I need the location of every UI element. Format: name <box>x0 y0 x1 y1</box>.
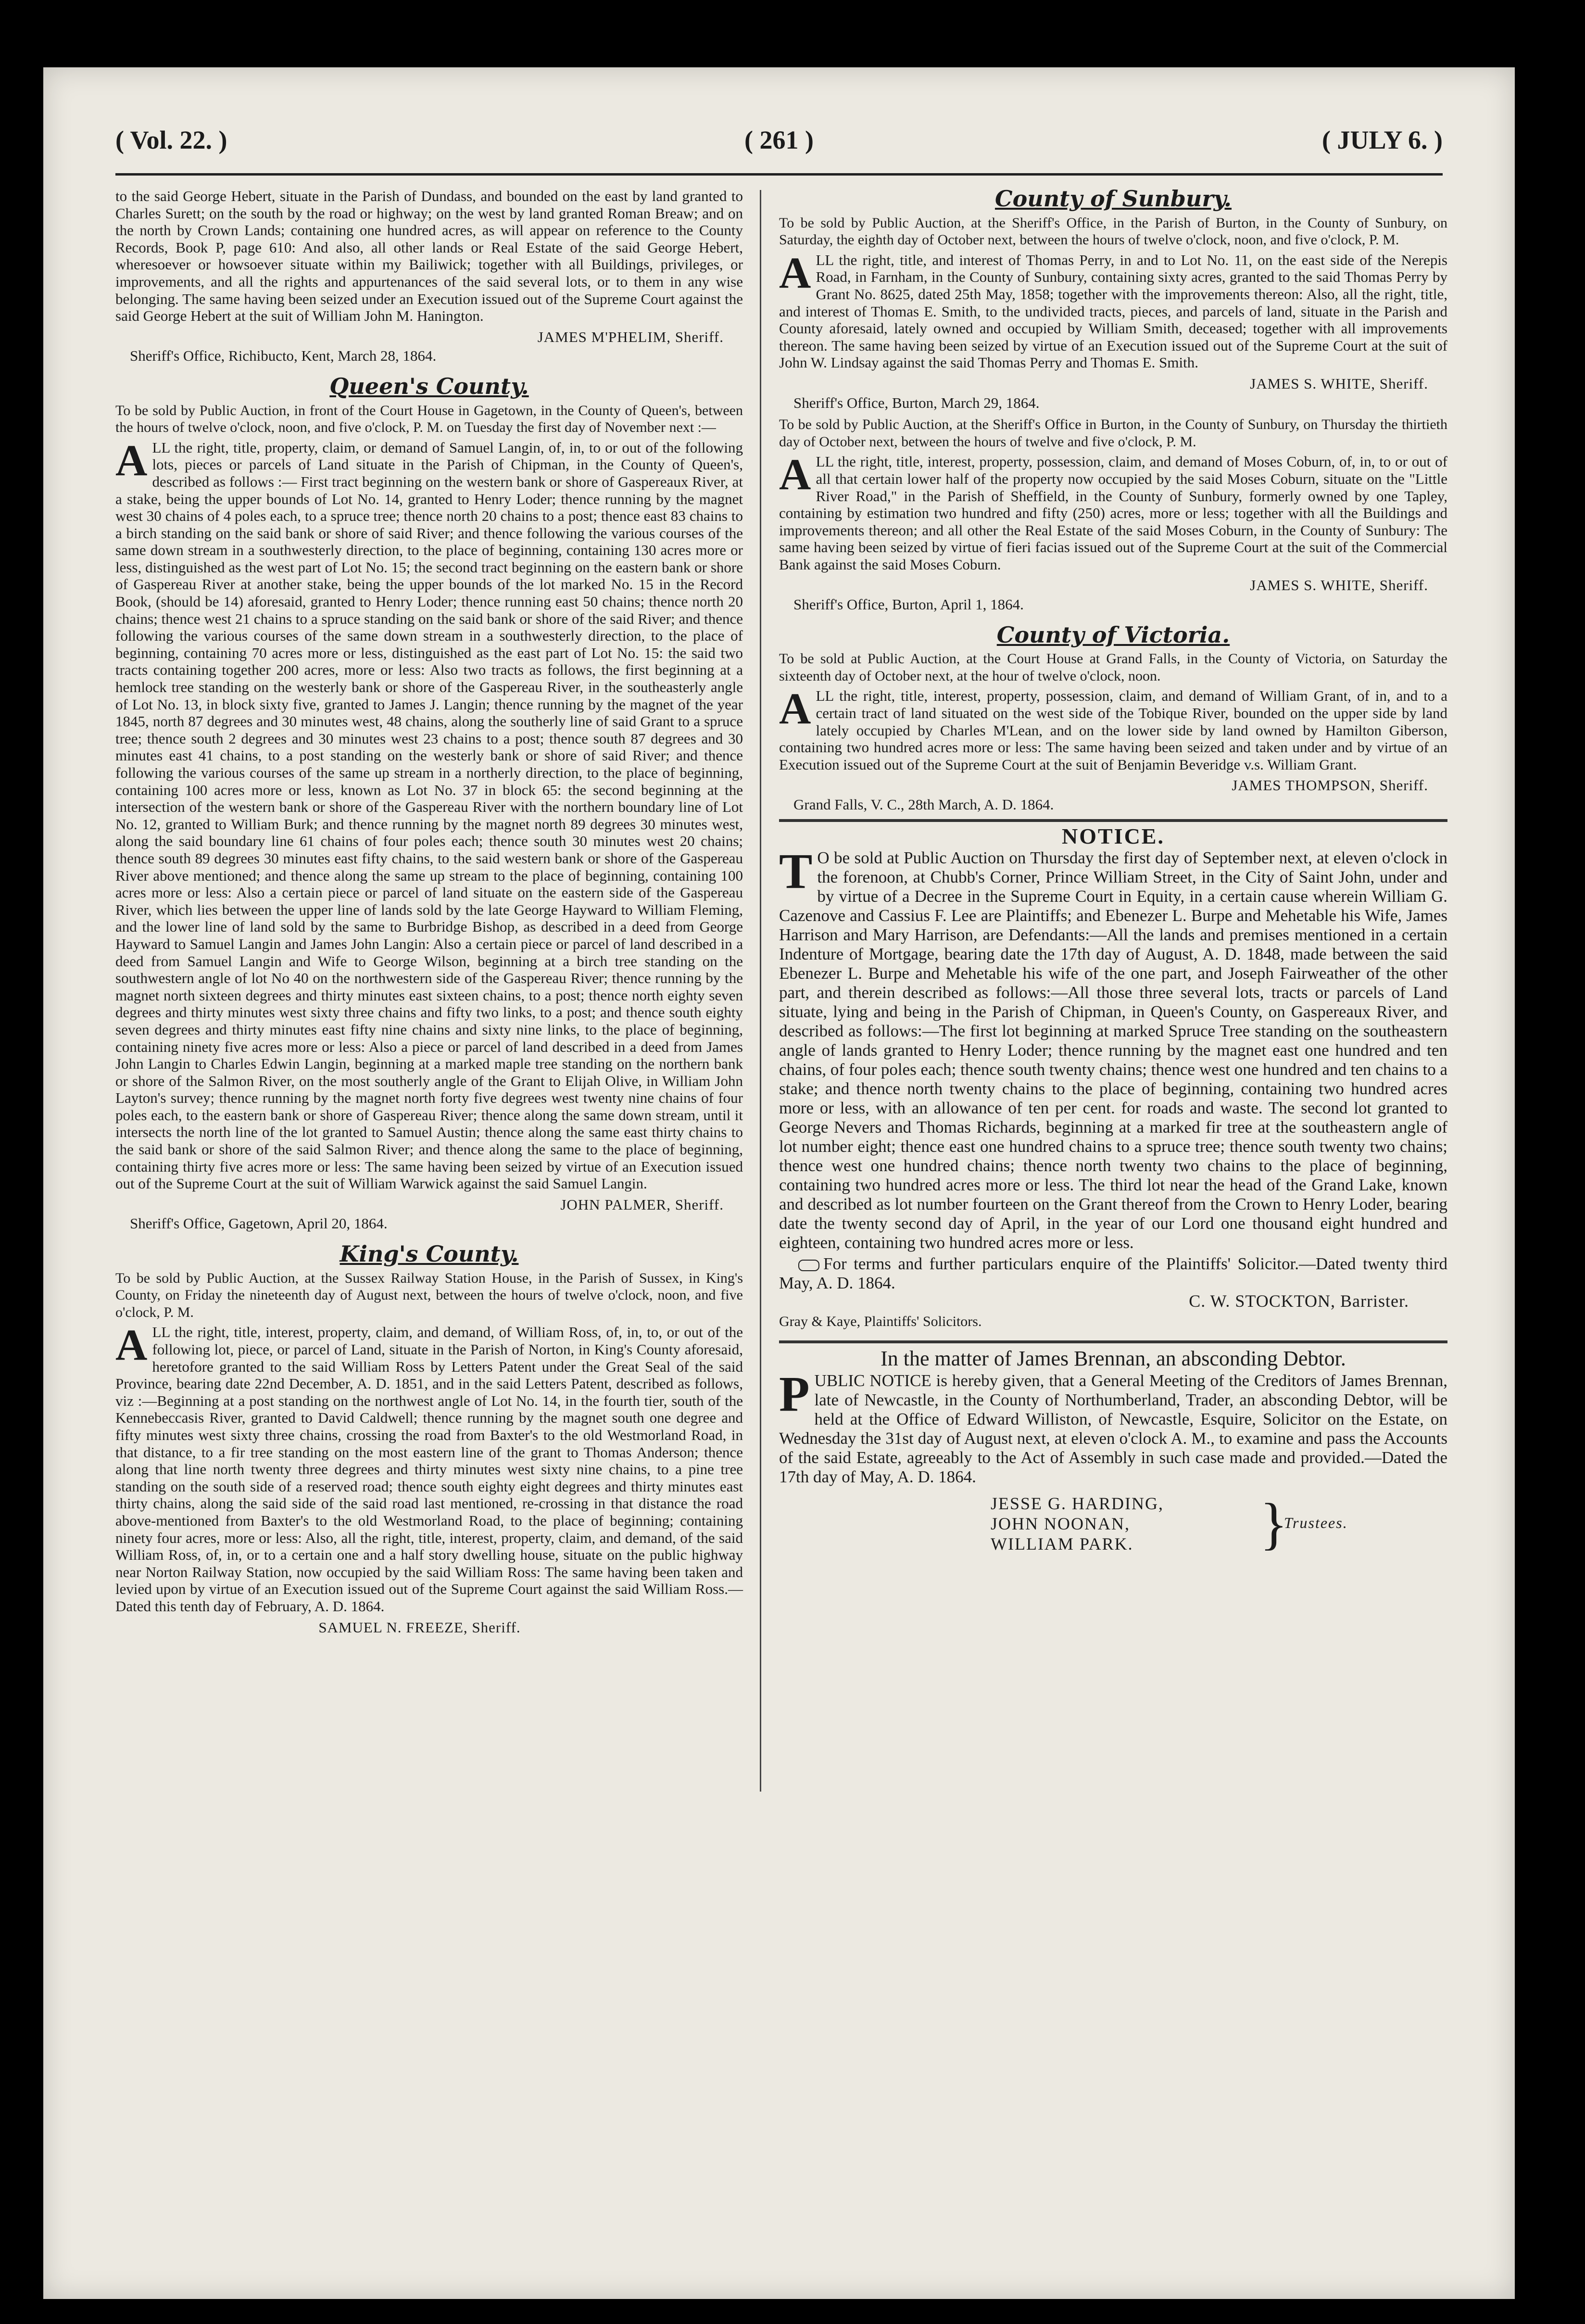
header-rule <box>115 173 1443 176</box>
page-header <box>115 125 1443 164</box>
queens-intro: To be sold by Public Auction, in front of the Court House in Gagetown, in the County of Queen's, between the hours of twelve o'clock, noon, and five o'clock, P. M. on Tuesday the first day of November next :— <box>115 402 743 436</box>
sunbury-county-heading: County of Sunbury. <box>994 186 1232 212</box>
right-column <box>779 188 1447 1554</box>
trustee-name: WILLIAM PARK. <box>991 1534 1133 1554</box>
notice-body <box>779 844 1447 1252</box>
matter-top-rule <box>779 1340 1447 1343</box>
notice-terms <box>779 1254 1447 1293</box>
continued-dateline: Sheriff's Office, Richibucto, Kent, March 28, 1864. <box>130 347 437 365</box>
victoria-county-heading: County of Victoria. <box>996 621 1230 648</box>
trustee-name: JOHN NOONAN, <box>991 1514 1130 1533</box>
newspaper-page <box>43 67 1515 2299</box>
queens-county-heading: Queen's County. <box>329 373 529 399</box>
notice-solicitors: Gray & Kaye, Plaintiffs' Solicitors. <box>779 1313 982 1329</box>
kings-sheriff: SAMUEL N. FREEZE, Sheriff. <box>318 1618 521 1636</box>
pointing-hand-icon <box>798 1260 819 1271</box>
queens-sheriff: JOHN PALMER, Sheriff. <box>560 1196 724 1213</box>
sunbury-body-2-text: LL the right, title, interest, property, possession, claim, and demand of Moses Coburn, of, in, to or out of all that certain lower half of the property now occupied by the said Moses Coburn, situate on the "Little River Road," in the Parish of Sheffield, in the County of Sunbury, formerly owned by one Tapley, containing by estimation two hundred and fifty (250) acres, more or less; together with all the Buildings and improvements thereon; and all other the Real Estate of the said Moses Coburn, in the County of Sunbury: The same having been seized by virtue of fieri facias issued out of the Supreme Court at the suit of the Commercial Bank against the said Moses Coburn. <box>779 453 1447 573</box>
victoria-dropcap: A <box>779 684 811 733</box>
matter-dropcap: P <box>779 1366 810 1422</box>
kings-body <box>115 1320 743 1615</box>
brace-glyph: } <box>1260 1491 1289 1555</box>
sunbury-intro-2: To be sold by Public Auction, at the Sheriff's Office in Burton, in the County of Sunbury, on Thursday the thirtieth day of October next, between the hours of twelve and five o'clock, P. M. <box>779 417 1447 450</box>
kings-body-text: LL the right, title, interest, property, claim, and demand, of William Ross, of, in, to, or out of the following lot, piece, or parcel of Land, situate in the Parish of Norton, in King's County aforesaid, heretofore granted to the said William Ross by Letters Patent under the Great Seal of the said Province, bearing date 22nd December, A. D. 1851, and in the said Letters Patent, described as follows, viz :—Beginning at a post standing on the northwest angle of Lot No. 14, in the fourth tier, south of the Kennebeccasis River, granted to David Caldwell; thence running by the magnet south one degree and fifty minutes west sixty three chains, crossing the road from Baxter's to the old Westmorland Road, in that distance, to a fir tree standing on the most eastern line of the grant to Thomas Anderson; thence along that line north twenty three degrees and thirty minutes west sixty nine chains, to a pine tree standing on the south side of a reserved road; thence south eighty eight degrees and thirty minutes east thirty chains, along the said side of the said road last mentioned, re-crossing in that distance the road above-mentioned from Baxter's to the old Westmorland Road, to the place of beginning; containing ninety four acres, more or less: Also, all the right, title, interest, property, claim, and demand, of the said William Ross, of, in, or to a certain one and a half story dwelling house, situate on the public highway near Norton Railway Station, now occupied by the said William Ross: The same having been taken and levied upon by virtue of an Execution issued out of the Supreme Court against the said William Ross.—Dated this tenth day of February, A. D. 1864. <box>115 1324 743 1615</box>
sunbury-dateline-1: Sheriff's Office, Burton, March 29, 1864. <box>793 394 1040 411</box>
trustee-name: JESSE G. HARDING, <box>991 1493 1164 1513</box>
continued-sheriff: JAMES M'PHELIM, Sheriff. <box>537 328 724 345</box>
issue-date: ( JULY 6. ) <box>1321 126 1443 154</box>
notice-top-rule <box>779 819 1447 822</box>
kings-intro: To be sold by Public Auction, at the Sussex Railway Station House, in the Parish of Sussex, in King's County, on Friday the nineteenth day of August next, between the hours of twelve o'clock, noon, and five o'clock, P. M. <box>115 1270 743 1320</box>
matter-body <box>779 1366 1447 1487</box>
queens-dropcap: A <box>115 435 148 485</box>
matter-body-text: UBLIC NOTICE is hereby given, that a General Meeting of the Creditors of James Brennan, late of Newcastle, in the County of Northumberland, Trader, an absconding Debtor, will be held at the Office of Edward Williston, of Newcastle, Esquire, Solicitor on the Estate, on Wednesday the 31st day of August next, at eleven o'clock A. M., to examine and pass the Accounts of the said Estate, agreeably to the Act of Assembly in such case made and provided.—Dated the 17th day of May, A. D. 1864. <box>779 1371 1447 1486</box>
continued-notice-text: to the said George Hebert, situate in the Parish of Dundass, and bounded on the east by land granted to Charles Surett; on the south by the road or highway; on the west by land granted Roman Breaw; and on the north by Crown Lands; containing one hundred acres, as will appear on reference to the County Records, Book P, page 610: And also, all other lands or Real Estate of the said George Hebert, wheresoever or howsoever situate within my Bailiwick; together with all Buildings, privileges, or improvements, and all the rights and appurtenances of the said several lots, or to them in any wise belonging. The same having been seized under an Execution issued out of the Supreme Court against the said George Hebert at the suit of William John M. Hanington. <box>115 188 743 325</box>
trustees-label: Trustees. <box>1284 1514 1348 1531</box>
kings-dropcap: A <box>115 1320 148 1370</box>
queens-dateline: Sheriff's Office, Gagetown, April 20, 1864. <box>130 1215 388 1232</box>
sunbury-intro-1: To be sold by Public Auction, at the Sheriff's Office, in the Parish of Burton, in the County of Sunbury, on Saturday, the eighth day of October next, between the hours of twelve o'clock, noon, and five o'clock, P. M. <box>779 215 1447 248</box>
matter-heading: In the matter of James Brennan, an absconding Debtor. <box>881 1347 1346 1371</box>
column-divider <box>760 190 761 1792</box>
notice-dropcap: T <box>779 844 813 899</box>
victoria-body <box>779 684 1447 773</box>
notice-heading: NOTICE. <box>1062 823 1165 848</box>
sunbury-body-1 <box>779 248 1447 371</box>
queens-body <box>115 435 743 1192</box>
victoria-body-text: LL the right, title, interest, property, possession, claim, and demand of William Grant, of in, and to a certain tract of land situated on the west side of the Tobique River, bounded on the upper side by land lately occupied by Charles M'Lean, and on the lower side by land owned by Hamilton Giberson, containing two hundred acres more or less: The same having been seized and taken under and by virtue of an Execution issued out of the Supreme Court at the suit of Benjamin Beveridge v.s. William Grant. <box>779 687 1447 773</box>
page-number: ( 261 ) <box>744 126 814 154</box>
notice-terms-text: For terms and further particulars enquire of the Plaintiffs' Solicitor.—Dated twenty third May, A. D. 1864. <box>779 1254 1447 1293</box>
victoria-intro: To be sold at Public Auction, at the Court House at Grand Falls, in the County of Victoria, on Saturday the sixteenth day of October next, at the hour of twelve o'clock, noon. <box>779 651 1447 684</box>
volume-label: ( Vol. 22. ) <box>115 126 227 154</box>
sunbury-dropcap-2: A <box>779 450 811 499</box>
sunbury-sheriff-1: JAMES S. WHITE, Sheriff. <box>1250 375 1428 392</box>
trustees-block <box>991 1493 1447 1554</box>
queens-body-text: LL the right, title, property, claim, or demand of Samuel Langin, of, in, to or out of the following lots, pieces or parcels of Land situate in the Parish of Chipman, in the County of Queen's, described as follows :— First tract beginning on the western bank or shore of Gaspereaux River, at a stake, being the upper bounds of Lot No. 14, granted to Henry Loder; thence running by the magnet west 30 chains of 4 poles each, to a spruce tree; thence north 20 chains to a post; thence east 83 chains to a birch standing on the said bank or shore of said River; and thence following the various courses of the same down stream in a southwesterly direction, to the place of beginning, containing 130 acres more or less, distinguished as the west part of Lot No. 15; the second tract beginning on the eastern bank or shore of Gaspereau River at another stake, being the upper bounds of the lot marked No. 15 in the Record Book, (should be 14) aforesaid, granted to Henry Loder; thence running east 50 chains; thence north 20 chains; thence west 21 chains to a spruce standing on the said bank or shore of the said River; and thence following the various courses of the same down stream in a southwesterly direction, to the place of beginning, containing 70 acres more or less, distinguished as the east part of Lot No. 15: the said two tracts containing together 200 acres, more or less: Also two tracts as follows, the first beginning at a hemlock tree standing on the westerly bank or shore of the Gaspereau River, in the southeasterly angle of Lot No. 13, in block sixty five, granted to James J. Langin; thence running by the magnet of the year 1845, north 87 degrees and 30 minutes west, 48 chains, along the southerly line of said Grant to a spruce tree; thence south 2 degrees and 30 minutes west 23 chains to a post; thence south 87 degrees and 30 minutes east 41 chains, to a post standing on the westerly bank or shore of said River; and thence following the various courses of the same up stream in a northerly direction, to the place of beginning, containing 100 acres more or less, known as Lot No. 37 in block 65: the second beginning at the intersection of the western bank or shore of the Gaspereau River with the northern boundary line of Lot No. 12, granted to William Burk; and thence running by the magnet north 89 degrees 30 minutes west, along the said boundary line 61 chains of four poles each; thence south 30 minutes west 20 chains; thence south 89 degrees 30 minutes east fifty chains, to the said western bank or shore of the Gaspereau River above mentioned; and thence along the same up stream to the place of beginning, containing 100 acres more or less: Also a certain piece or parcel of land situate on the eastern side of the Gaspereau River, which lies between the upper line of lands sold by the late George Hayward to William Fleming, and the lower line of land sold by the same to Burbridge Bishop, as described in a deed from George Hayward to Samuel Langin and James John Langin: Also a certain piece or parcel of land described in a deed from Samuel Langin and Wife to George Wilson, beginning at a birch tree standing on the southwestern angle of lot No 40 on the northwestern side of the Gaspereau River; thence running by the magnet north sixteen degrees and thirty minutes east sixteen chains, to a post; thence north eighty seven degrees and thirty minutes west sixty three chains and fifty two links, to a post; and thence south eighty seven degrees and thirty minutes east fifty nine chains and sixty nine links, to the place of beginning, containing ninety five acres more or less: Also a piece or parcel of land described in a deed from James John Langin to Charles Edwin Langin, beginning at a marked maple tree standing on the northern bank or shore of the Salmon River, on the most southerly angle of the Grant to Elijah Olive, in William John Layton's survey; thence running by the magnet north forty five degrees west twenty nine chains of four poles each, to the eastern bank or shore of Gaspereau River; thence along the same down stream, until it intersects the north line of the lot granted to Samuel Austin; thence along the same east thirty chains to the said bank or shore of the said Salmon River; and thence along the same to the place of beginning, containing thirty five acres more or less: The same having been seized by virtue of an Execution issued out of the Supreme Court at the suit of William Warwick against the said Samuel Langin. <box>115 439 743 1192</box>
victoria-sheriff: JAMES THOMPSON, Sheriff. <box>1232 777 1428 794</box>
sunbury-body-2 <box>779 450 1447 573</box>
notice-barrister: C. W. STOCKTON, Barrister. <box>1189 1291 1409 1311</box>
sunbury-dateline-2: Sheriff's Office, Burton, April 1, 1864. <box>793 596 1024 613</box>
victoria-dateline: Grand Falls, V. C., 28th March, A. D. 1864. <box>793 796 1054 813</box>
left-column <box>115 188 743 1638</box>
sunbury-body-1-text: LL the right, title, and interest of Thomas Perry, in and to Lot No. 11, on the east side of the Nerepis Road, in Farnham, in the County of Sunbury, containing sixty acres, granted to the said Thomas Perry by Grant No. 8625, dated 25th May, 1858; together with the improvements thereon: Also, all the right, title, and interest of Thomas E. Smith, to the undivided tracts, pieces, and parcels of land, situate in the Parish and County aforesaid, lately owned and occupied by William Smith, deceased; together with all improvements thereon. The same having been seized by virtue of an Execution issued out of the Supreme Court at the suit of John W. Lindsay against the said Thomas Perry and Thomas E. Smith. <box>779 251 1447 371</box>
sunbury-dropcap-1: A <box>779 248 811 297</box>
kings-county-heading: King's County. <box>340 1241 519 1267</box>
notice-body-text: O be sold at Public Auction on Thursday the first day of September next, at eleven o'clock in the forenoon, at Chubb's Corner, Prince William Street, in the City of Saint John, under and by virtue of a Decree in the Supreme Court in Equity, in a certain cause wherein William G. Cazenove and Cassius F. Lee are Plaintiffs; and Ebenezer L. Burpe and Mehetable his Wife, James Harrison and Mary Harrison, are Defendants:—All the lands and premises mentioned in a certain Indenture of Mortgage, bearing date the 17th day of August, A. D. 1848, made between the said Ebenezer L. Burpe and Mehetable his wife of the one part, and Joseph Fairweather of the other part, and therein described as follows:—All those three several lots, tracts or parcels of Land situate, lying and being in the Parish of Chipman, in Queen's County, on Gaspereaux River, and described as follows:—The first lot beginning at marked Spruce Tree standing on the southeastern angle of lands granted to Henry Loder; thence running by the magnet east one hundred and ten chains, of four poles each; thence south twenty chains; thence west one hundred and ten chains to a stake; and thence north twenty chains to the place of beginning, containing two hundred acres more or less, with an allowance of ten per cent. for roads and waste. The second lot granted to George Nevers and Thomas Richards, beginning at a marked fir tree at the southeastern angle of lot number eight; thence east one hundred chains to a spruce tree; thence south twenty two chains; thence west one hundred chains; thence north twenty two chains to the place of beginning, containing two hundred acres more or less. The third lot near the head of the Grand Lake, known and described as lot number fourteen on the Grant thereof from the Crown to Henry Loder, bearing date the twenty second day of April, in the year of our Lord one thousand eight hundred and eighteen, containing two hundred acres more or less. <box>779 848 1447 1252</box>
sunbury-sheriff-2: JAMES S. WHITE, Sheriff. <box>1250 577 1428 594</box>
